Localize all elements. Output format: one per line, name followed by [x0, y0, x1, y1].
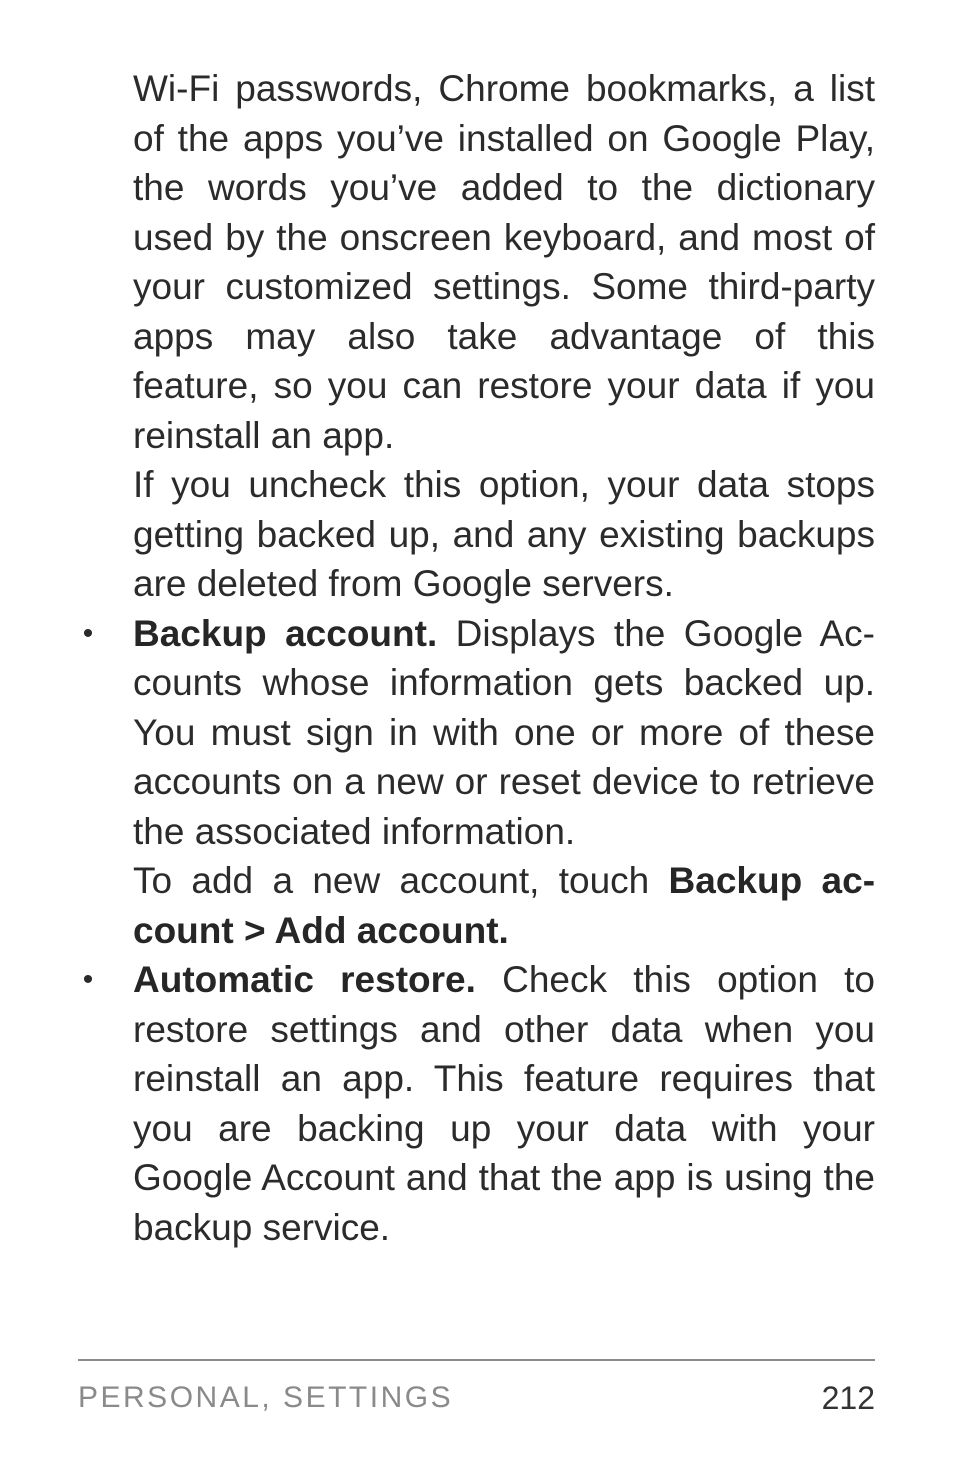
term-automatic-restore: Automatic restore. — [133, 959, 476, 1000]
list-item-text — [133, 609, 875, 857]
footer-divider — [78, 1359, 875, 1361]
footer-section-title: PERSONAL, SETTINGS — [78, 1381, 454, 1414]
paragraph-uncheck-warning: If you uncheck this option, your data stops getting backed up, and any existing backups are deleted from Google servers. — [133, 464, 875, 604]
term-backup-account: Backup account. — [133, 612, 438, 654]
list-item-text — [133, 955, 875, 1252]
instruction-text: To add a new account, touch — [133, 860, 669, 901]
list-item-automatic-restore — [82, 955, 875, 1252]
list-item-subparagraph — [133, 856, 875, 955]
menu-path: Backup account > Add account. — [133, 860, 876, 951]
page-number: 212 — [821, 1380, 875, 1416]
list-item-backup-account — [82, 609, 876, 956]
bullet-icon: • — [82, 616, 94, 650]
page-body — [82, 64, 876, 1252]
definition-automatic-restore: Check this option to restore settings and other data when you reinstall an app. This feature requires that you are backing up your data with your Google Account and that the app is using the backup service. — [133, 959, 875, 1248]
definition-backup-account: Displays the Google Accounts whose information gets backed up. You must sign in with one or more of these accounts on a new or reset device to retrieve the associated information. — [133, 612, 875, 852]
paragraph-backup-description: Wi-Fi passwords, Chrome bookmarks, a list of the apps you’ve installed on Google Play, the words you’ve added to the dictionary used by the onscreen keyboard, and most of your customized settings. Some third-party apps may also take advantage of this feature, so you can restore your data if you reinstall an app. — [133, 68, 875, 456]
bullet-icon: • — [82, 963, 94, 996]
